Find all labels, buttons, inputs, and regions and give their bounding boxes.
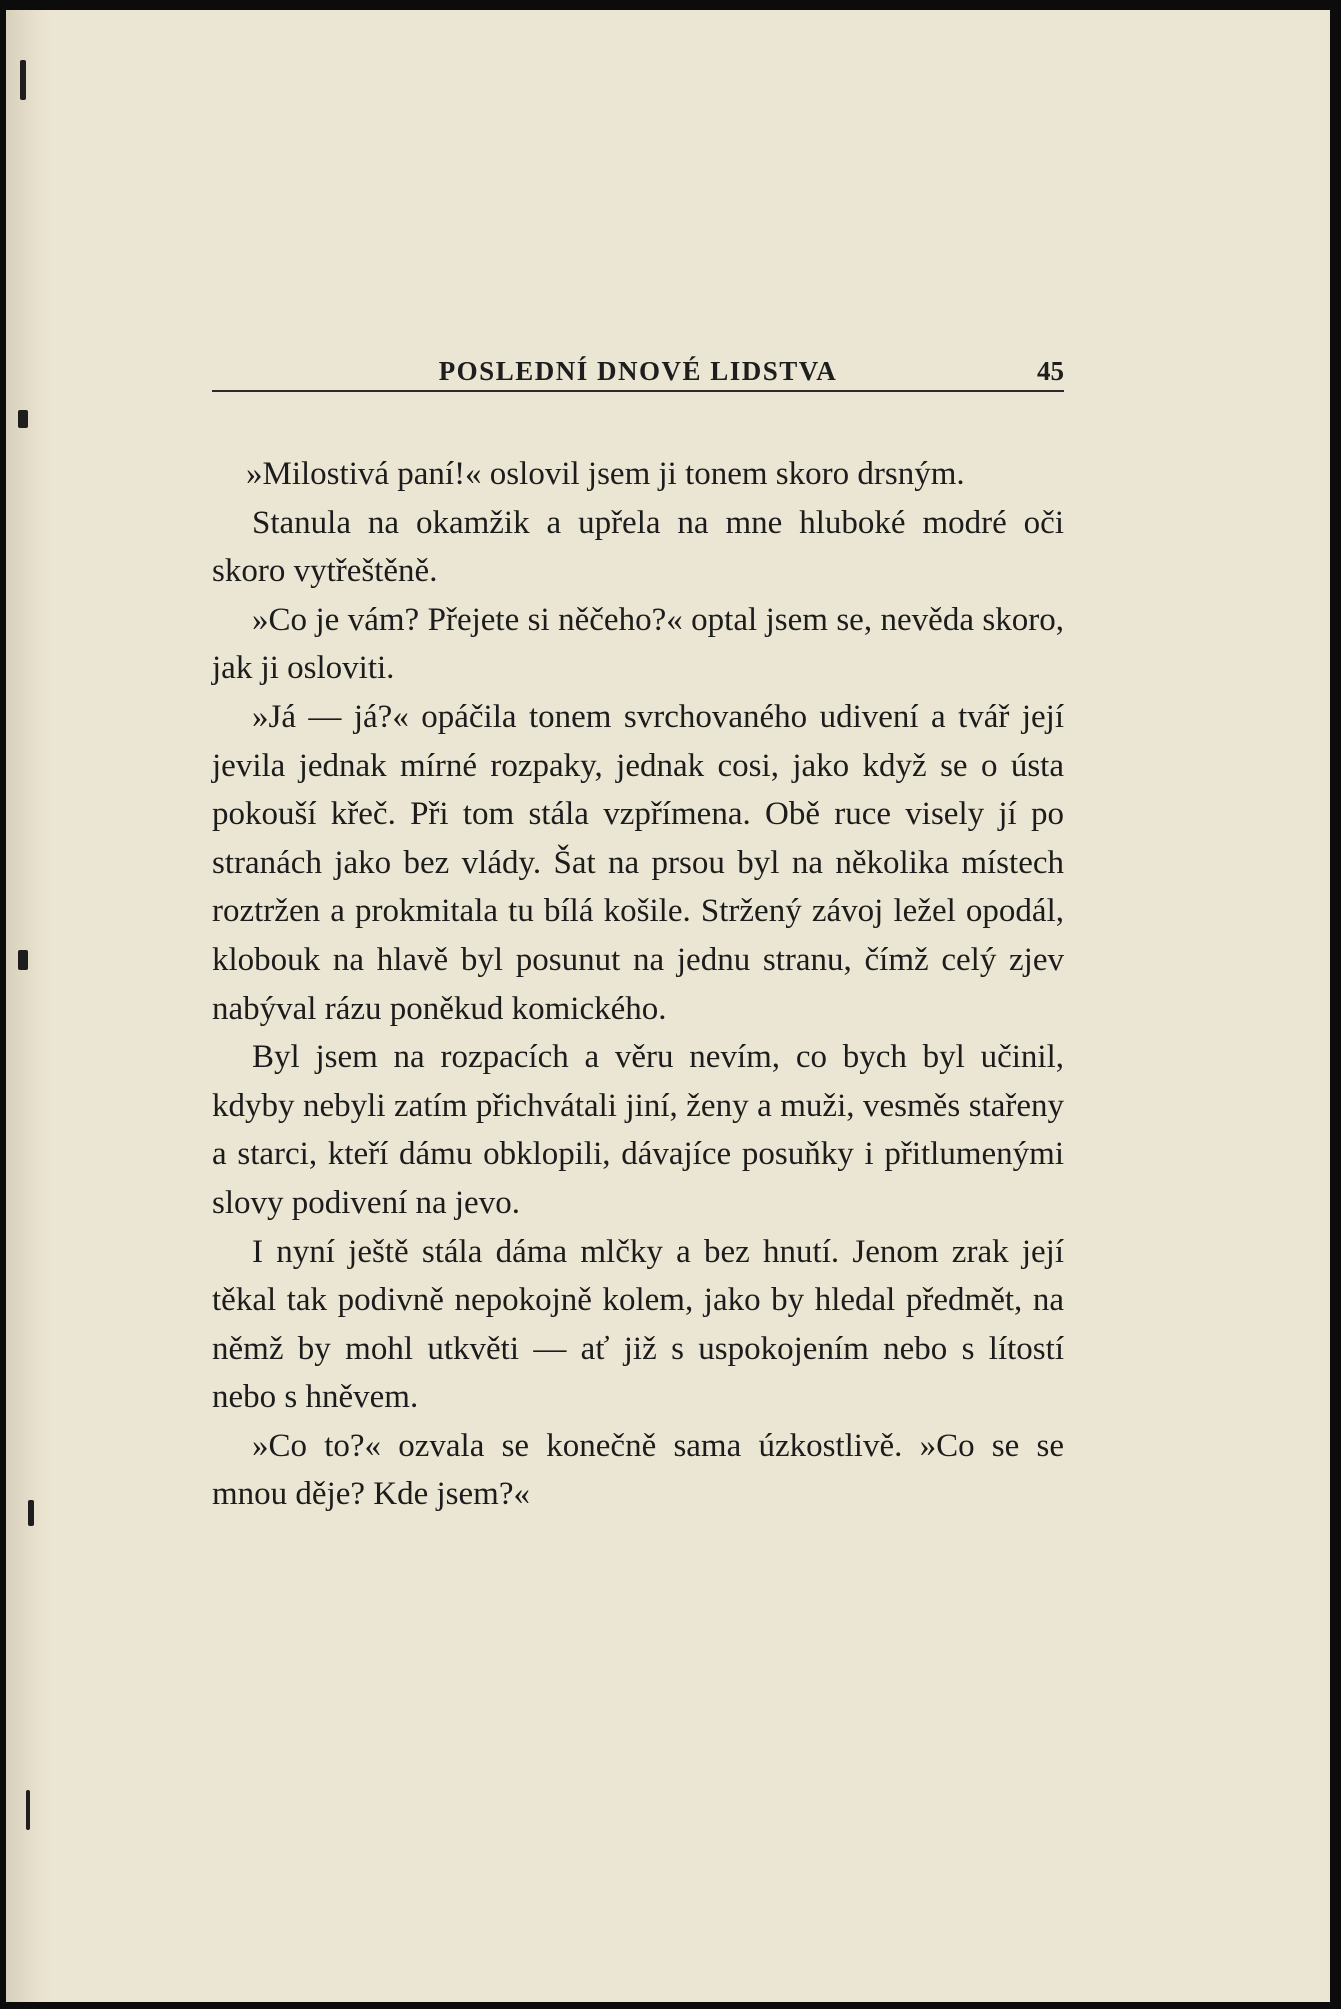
paragraph: I nyní ještě stála dáma mlčky a bez hnutí. Jenom zrak její těkal tak podivně nepokojně kolem, jako by hledal předmět, na němž by mohl utkvěti — ať již s uspokojením nebo s lítostí nebo s hněvem. [212,1233,1064,1416]
binding-mark [20,60,26,100]
book-page [6,10,1330,2002]
page-number: 45 [1037,356,1064,386]
binding-mark [28,1500,34,1526]
paragraph: »Co to?« ozvala se konečně sama úzkostlivě. »Co se se mnou děje? Kde jsem?« [212,1427,1064,1513]
running-header [212,352,1064,392]
page-gutter [6,10,52,2002]
binding-mark [26,1790,30,1830]
paragraph: »Milostivá paní!« oslovil jsem ji tonem skoro drsným. [246,456,965,492]
header-rule [212,390,1064,392]
paragraph: Byl jsem na rozpacích a věru nevím, co bych byl učinil, kdyby nebyli zatím přichvátali jiní, ženy a muži, vesměs stařeny a starci, kteří dámu obklopili, dávajíce posuňky i přitlumenými slovy podivení na jevo. [212,1039,1064,1221]
paragraph: Stanula na okamžik a upřela na mne hluboké modré oči skoro vytřeštěně. [212,504,1064,590]
body-text [212,450,1064,1519]
paragraph: »Já — já?« opáčila tonem svrchovaného udivení a tvář její jevila jednak mírné rozpaky, jednak cosi, jako když se o ústa pokouší křeč. Při tom stála vzpřímena. Obě ruce visely jí po stranách jako bez vlády. Šat na prsou byl na několika místech roztržen a prokmitala tu bílá košile. Stržený závoj ležel opodál, klobouk na hlavě byl posunut na jednu stranu, čímž celý zjev nabýval rázu poněkud komického. [212,698,1064,1027]
running-title: POSLEDNÍ DNOVÉ LIDSTVA [438,356,838,386]
paragraph: »Co je vám? Přejete si něčeho?« optal jsem se, nevěda skoro, jak ji osloviti. [212,601,1064,687]
binding-mark [18,410,28,428]
binding-mark [18,950,28,970]
